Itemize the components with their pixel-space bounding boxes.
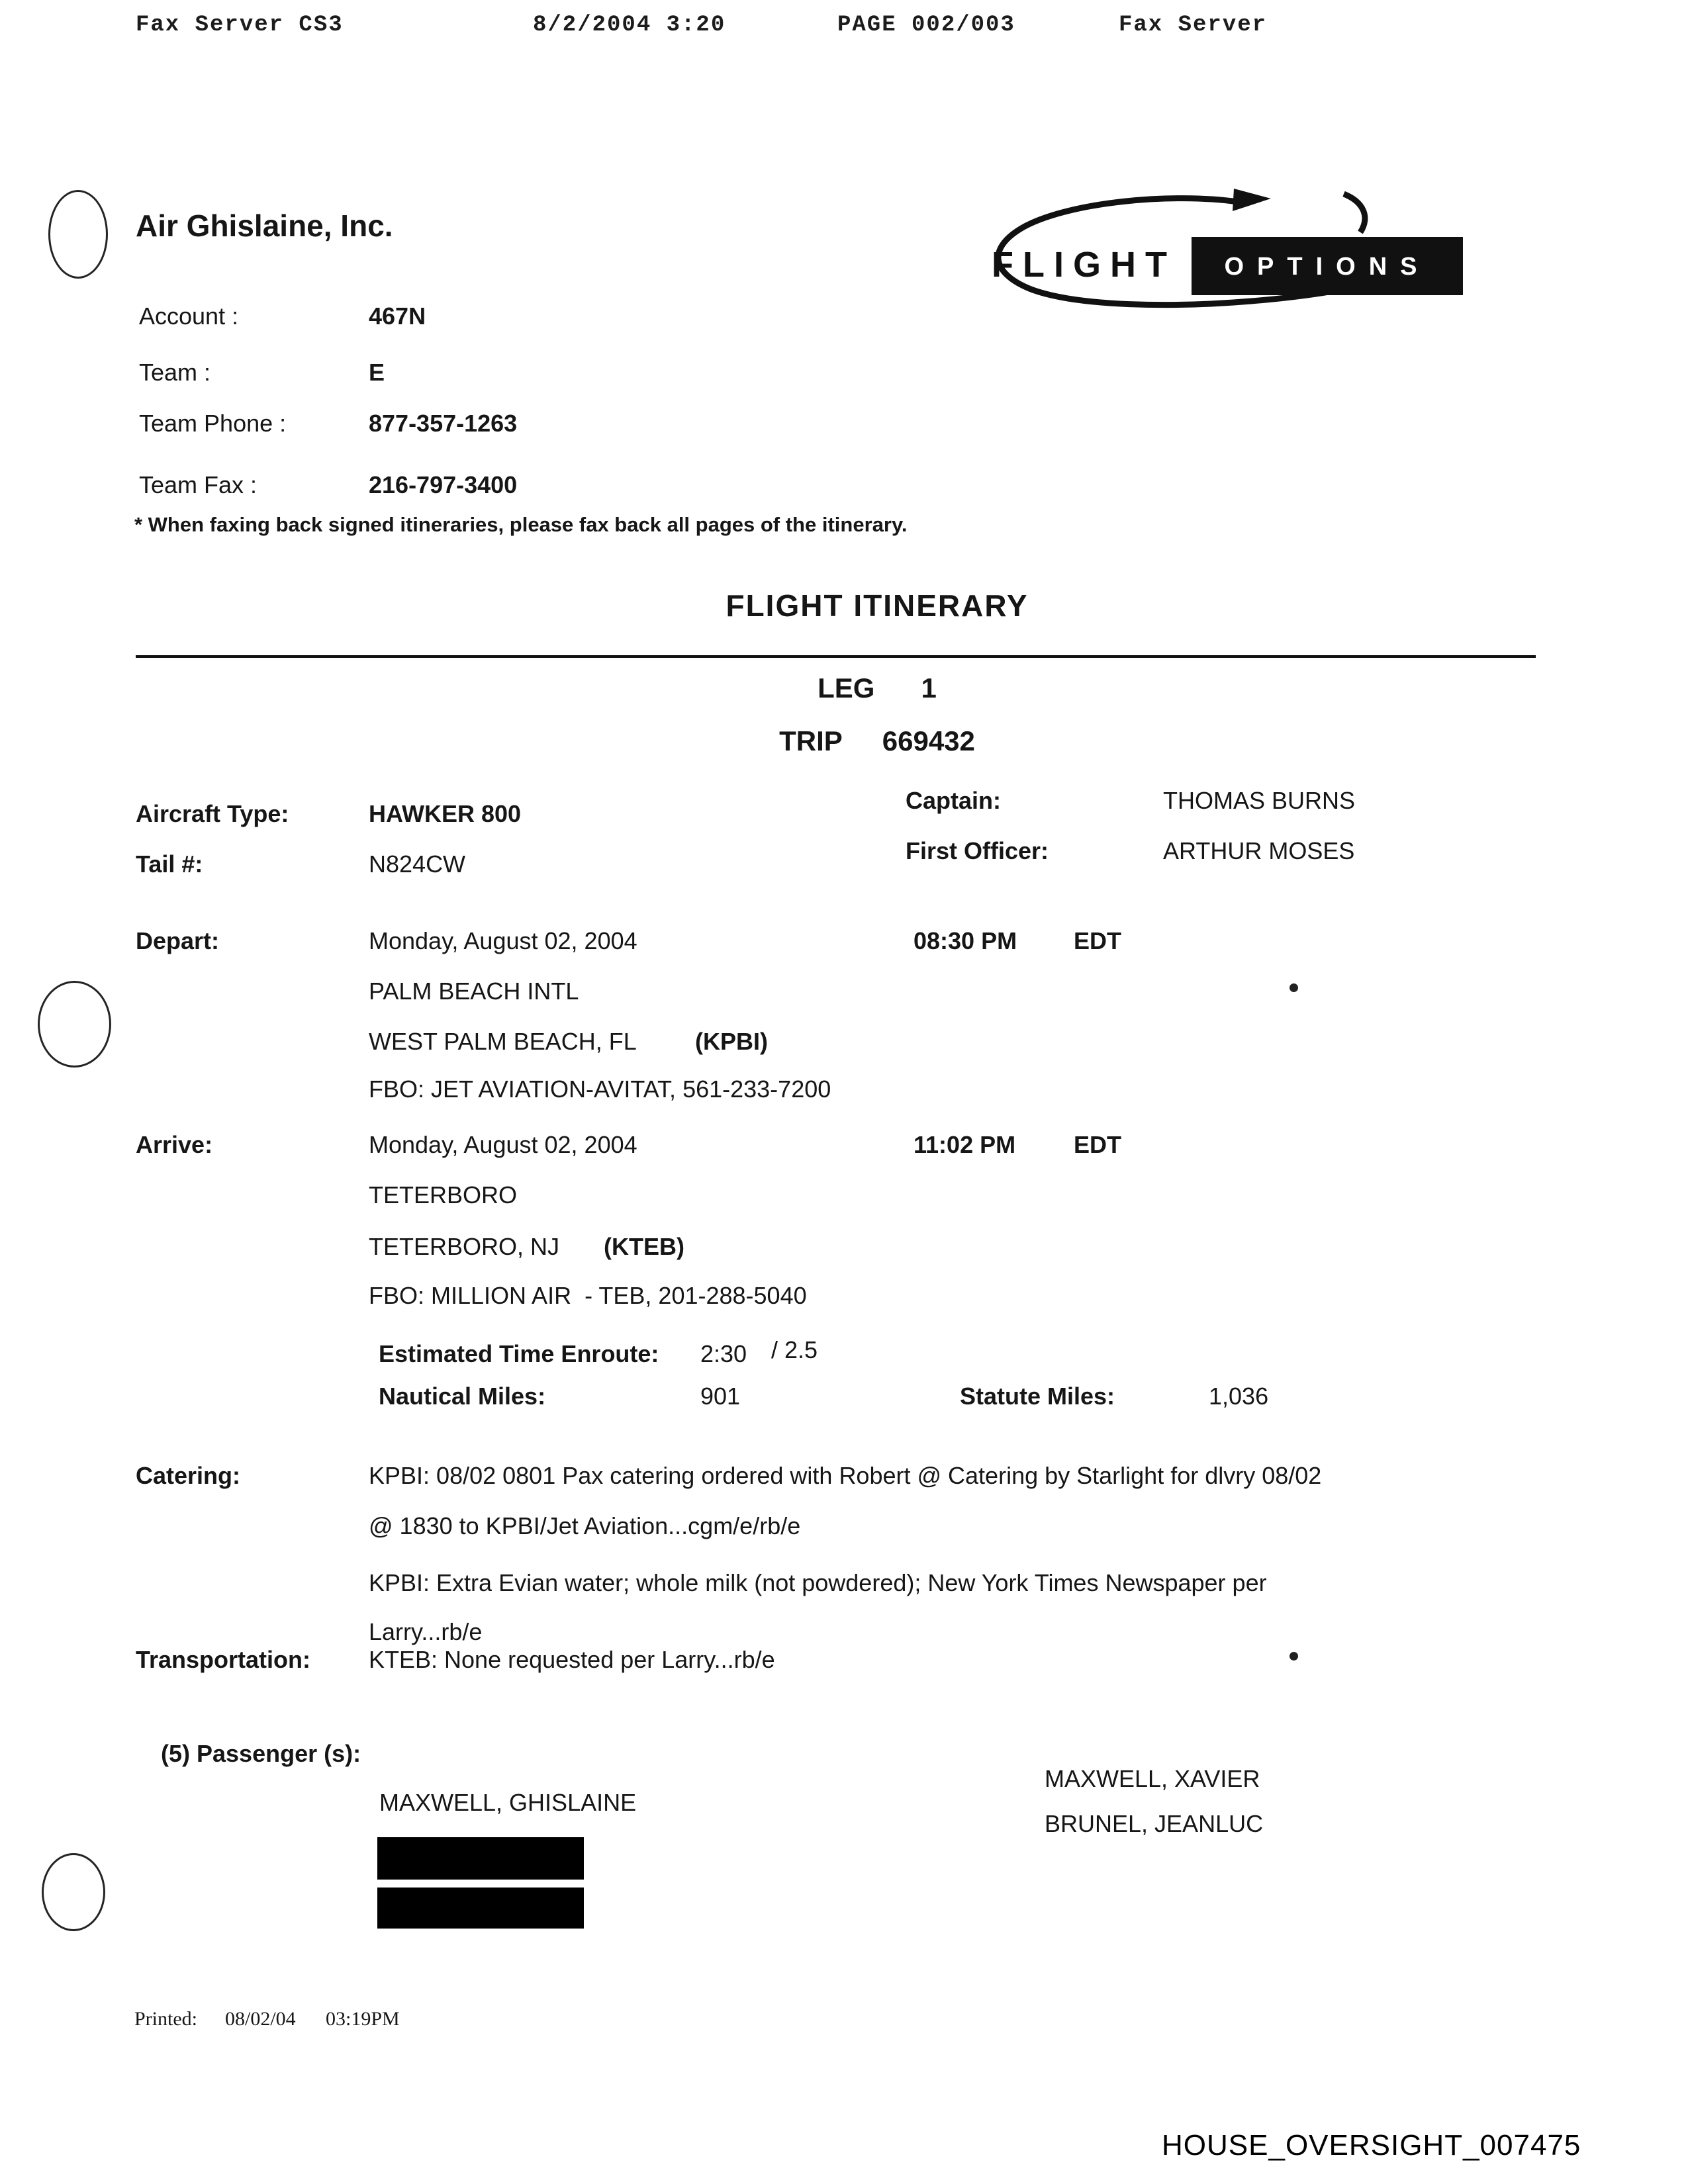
first-officer-label: First Officer: <box>906 837 1049 864</box>
speck-dot-icon <box>1289 1652 1298 1661</box>
captain-value: THOMAS BURNS <box>1163 787 1356 814</box>
ete-label: Estimated Time Enroute: <box>379 1340 659 1367</box>
passenger-name: MAXWELL, GHISLAINE <box>379 1789 637 1816</box>
itinerary-title: FLIGHT ITINERARY <box>726 588 1029 623</box>
depart-label: Depart: <box>136 927 220 954</box>
passenger-name: BRUNEL, JEANLUC <box>1045 1810 1264 1837</box>
statute-value: 1,036 <box>1209 1383 1269 1410</box>
team-fax-value: 216-797-3400 <box>369 471 518 498</box>
fax-header-label: Fax Server <box>1119 13 1268 38</box>
bates-number: HOUSE_OVERSIGHT_007475 <box>1162 2129 1581 2161</box>
fax-header-datetime: 8/2/2004 3:20 <box>533 13 726 38</box>
tail-number-value: N824CW <box>369 850 466 878</box>
catering-order-line2: @ 1830 to KPBI/Jet Aviation...cgm/e/rb/e <box>369 1512 801 1539</box>
company-name: Air Ghislaine, Inc. <box>136 208 393 243</box>
captain-label: Captain: <box>906 787 1001 814</box>
catering-items-line1: KPBI: Extra Evian water; whole milk (not powdered); New York Times Newspaper per <box>369 1569 1267 1596</box>
depart-timezone: EDT <box>1074 927 1121 954</box>
team-phone-value: 877-357-1263 <box>369 410 518 437</box>
leg-value: 1 <box>921 672 937 704</box>
nautical-label: Nautical Miles: <box>379 1383 546 1410</box>
redacted-passenger-bar <box>377 1888 584 1929</box>
trip-value: 669432 <box>882 725 975 756</box>
catering-label: Catering: <box>136 1462 241 1489</box>
catering-items-line2: Larry...rb/e <box>369 1618 483 1645</box>
team-value: E <box>369 359 385 386</box>
depart-time: 08:30 PM <box>914 927 1017 954</box>
arrive-code: (KTEB) <box>604 1233 684 1260</box>
catering-order-line1: KPBI: 08/02 0801 Pax catering ordered with Robert @ Catering by Starlight for dlvry 08/02 <box>369 1462 1322 1489</box>
speck-dot-icon <box>1289 983 1298 992</box>
leg-line <box>136 672 1618 704</box>
nautical-value: 901 <box>700 1383 741 1410</box>
passengers-heading: (5) Passenger (s): <box>161 1740 361 1767</box>
trip-label: TRIP <box>779 725 843 756</box>
depart-fbo: FBO: JET AVIATION-AVITAT, 561-233-7200 <box>369 1075 831 1103</box>
title-rule <box>136 655 1536 658</box>
depart-code: (KPBI) <box>695 1028 768 1055</box>
fax-header-server: Fax Server CS3 <box>136 13 344 38</box>
transportation-value: KTEB: None requested per Larry...rb/e <box>369 1646 775 1673</box>
logo-curl-icon <box>1344 194 1365 232</box>
arrive-date: Monday, August 02, 2004 <box>369 1131 637 1158</box>
passenger-name: MAXWELL, XAVIER <box>1045 1765 1260 1792</box>
statute-label: Statute Miles: <box>960 1383 1115 1410</box>
team-fax-label: Team Fax : <box>139 471 258 498</box>
itinerary-title-wrap <box>136 588 1618 623</box>
fax-header-page: PAGE 002/003 <box>837 13 1015 38</box>
depart-date: Monday, August 02, 2004 <box>369 927 637 954</box>
arrive-timezone: EDT <box>1074 1131 1121 1158</box>
flight-options-logo <box>973 187 1466 310</box>
leg-label: LEG <box>818 672 875 704</box>
arrive-airport: TETERBORO <box>369 1181 518 1208</box>
trip-line <box>136 725 1618 757</box>
printed-label: Printed: <box>134 2008 197 2030</box>
tail-number-label: Tail #: <box>136 850 203 878</box>
ete-decimal: / 2.5 <box>771 1336 818 1363</box>
arrive-city: TETERBORO, NJ <box>369 1233 560 1260</box>
arrive-fbo: FBO: MILLION AIR - TEB, 201-288-5040 <box>369 1282 807 1309</box>
team-label: Team : <box>139 359 211 386</box>
fax-back-note: * When faxing back signed itineraries, please fax back all pages of the itinerary. <box>134 513 908 536</box>
account-value: 467N <box>369 302 426 330</box>
aircraft-type-label: Aircraft Type: <box>136 800 289 827</box>
logo-arrowhead-icon <box>1233 189 1271 211</box>
printed-date: 08/02/04 <box>225 2008 296 2030</box>
aircraft-type-value: HAWKER 800 <box>369 800 522 827</box>
logo-word-flight: FLIGHT <box>992 245 1176 285</box>
arrive-label: Arrive: <box>136 1131 213 1158</box>
redacted-passenger-bar <box>377 1837 584 1880</box>
punch-hole-bottom-icon <box>42 1853 105 1931</box>
depart-city: WEST PALM BEACH, FL <box>369 1028 637 1055</box>
transportation-label: Transportation: <box>136 1646 311 1673</box>
first-officer-value: ARTHUR MOSES <box>1163 837 1355 864</box>
depart-airport: PALM BEACH INTL <box>369 978 579 1005</box>
account-label: Account : <box>139 302 239 330</box>
team-phone-label: Team Phone : <box>139 410 287 437</box>
logo-word-options: OPTIONS <box>1224 253 1430 281</box>
printed-time: 03:19PM <box>326 2008 400 2030</box>
ete-value: 2:30 <box>700 1340 747 1367</box>
arrive-time: 11:02 PM <box>914 1131 1016 1158</box>
punch-hole-middle-icon <box>38 981 111 1068</box>
punch-hole-top-icon <box>48 190 108 279</box>
